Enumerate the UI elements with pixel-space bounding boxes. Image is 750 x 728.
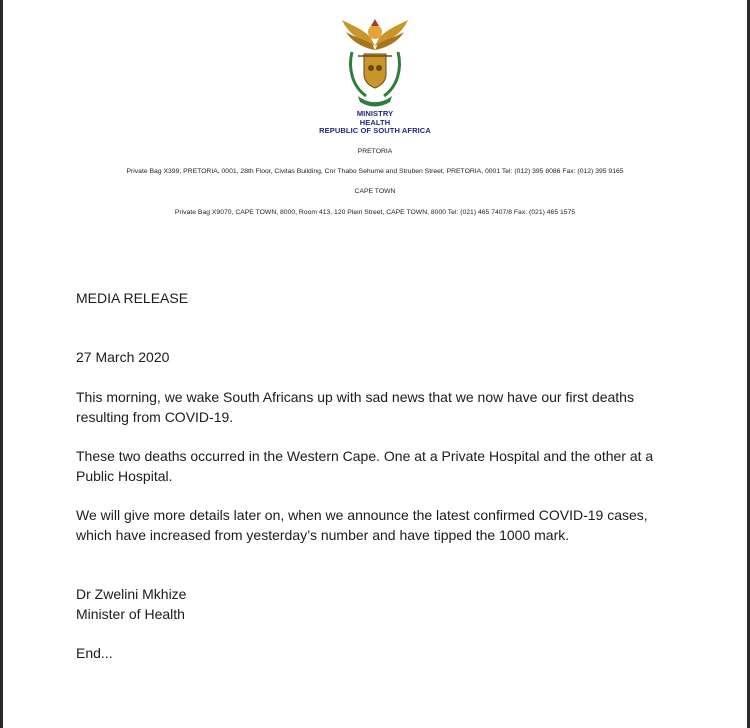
ministry-name bbox=[0, 110, 750, 136]
pretoria-address: Private Bag X399, PRETORIA, 0001, 28th Floor, Civitas Building, Cnr Thabo Sehume and Struben Street, PRETORIA, 0001 Tel: (012) 395 8086 Fax: (012) 395 9165 bbox=[126, 168, 624, 175]
ministry-line-2: HEALTH bbox=[359, 117, 391, 127]
signatory-title: Minister of Health bbox=[76, 606, 185, 622]
signature-block bbox=[76, 584, 686, 624]
release-type: MEDIA RELEASE bbox=[76, 290, 189, 306]
signatory-name: Dr Zwelini Mkhize bbox=[76, 586, 187, 602]
release-date: 27 March 2020 bbox=[76, 349, 170, 365]
capetown-address: Private Bag X9070, CAPE TOWN, 8000, Room 413, 120 Plein Street, CAPE TOWN, 8000 Tel: (021) 465 7407/8 Fax: (021) 465 1575 bbox=[174, 209, 576, 216]
pretoria-title: PRETORIA bbox=[357, 148, 393, 155]
ministry-line-1: MINISTRY bbox=[356, 109, 394, 118]
coat-of-arms-icon bbox=[338, 16, 412, 108]
paragraph-2: These two deaths occurred in the Western Cape. One at a Private Hospital and the other at a Public Hospital. bbox=[76, 448, 654, 484]
paragraph-1: This morning, we wake South Africans up with sad news that we now have our first deaths resulting from COVID-19. bbox=[76, 389, 634, 425]
closing-text: End... bbox=[76, 645, 113, 661]
ministry-line-3: REPUBLIC OF SOUTH AFRICA bbox=[319, 126, 431, 135]
capetown-title: CAPE TOWN bbox=[354, 188, 396, 195]
paragraph-3: We will give more details later on, when we announce the latest confirmed COVID-19 cases, which have increased from yesterday’s number and have tipped the 1000 mark. bbox=[76, 507, 648, 543]
